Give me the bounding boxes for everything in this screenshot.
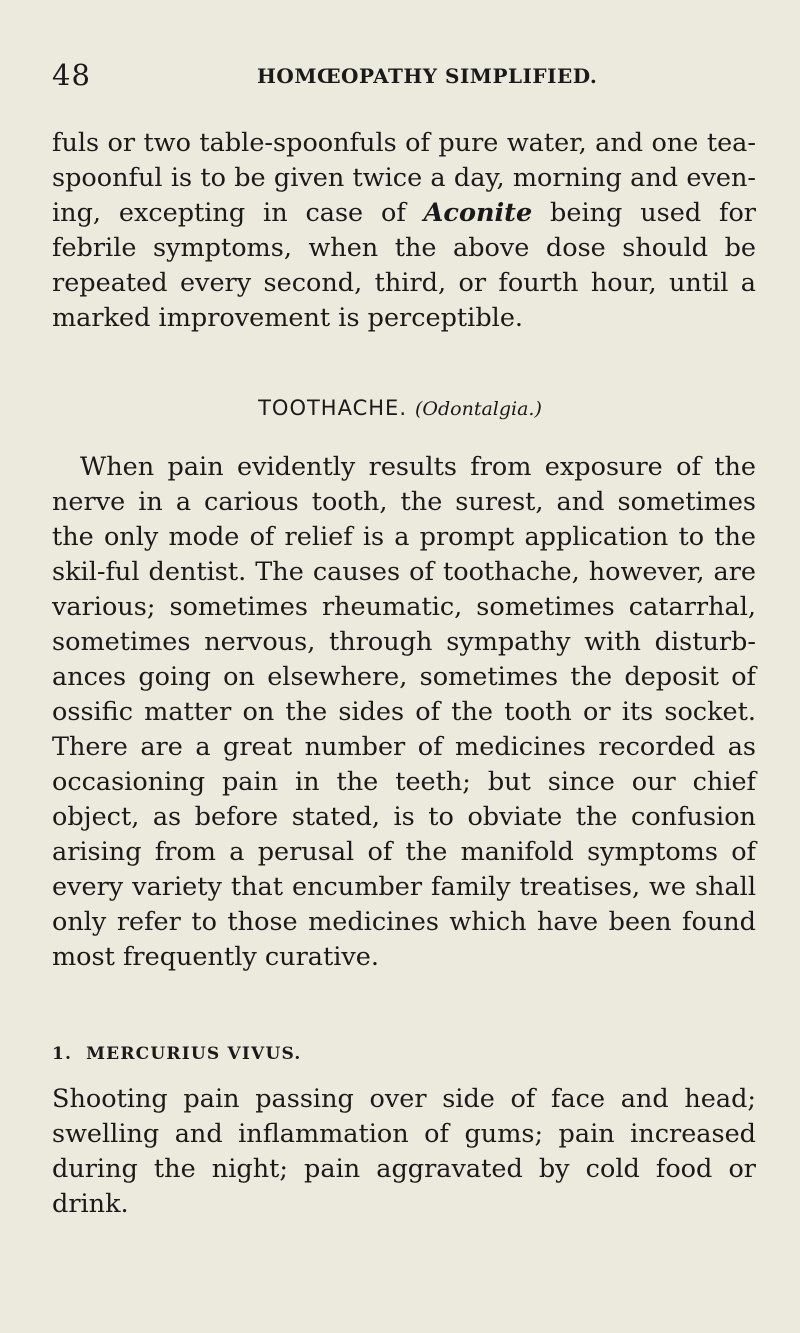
paragraph-dosage — [52, 126, 756, 336]
paragraph-dosage-text-start: fuls or two table-spoonfuls of pure water, and one tea-spoonful is to be given twice a day, morning and even-ing, excepting in case of — [52, 128, 756, 228]
section-title: TOOTHACHE. — [258, 396, 407, 420]
remedy-number: 1. — [52, 1044, 73, 1064]
running-title: HOMŒOPATHY SIMPLIFIED. — [257, 64, 598, 88]
remedy-title: MERCURIUS VIVUS. — [86, 1044, 302, 1064]
page-header — [52, 58, 752, 92]
remedy-name-aconite: Aconite — [423, 198, 533, 228]
page-number: 48 — [52, 58, 91, 92]
section-latin-name: (Odontalgia.) — [415, 398, 542, 420]
remedy-description: Shooting pain passing over side of face and head; swelling and inflammation of gums; pain increased during the night; pain aggravated by cold food or drink. — [52, 1084, 756, 1219]
paragraph-toothache-causes: When pain evidently results from exposure of the nerve in a carious tooth, the surest, and sometimes the only mode of relief is a prompt application to the skil-ful dentist. The causes of toothache, however, are various; sometimes rheumatic, sometimes catarrhal, sometimes nervous, through sympathy with disturb-ances going on elsewhere, sometimes the deposit of ossific matter on the sides of the tooth or its socket. There are a great number of medicines recorded as occasioning pain in the teeth; but since our chief object, as before stated, is to obviate the confusion arising from a perusal of the manifold symptoms of every variety that encumber family treatises, we shall only refer to those medicines which have been found most frequently curative. — [52, 452, 756, 972]
section-heading-toothache — [0, 396, 800, 420]
paragraph-dosage-text-end: being used for febrile symptoms, when the above dose should be repeated every second, third, or fourth hour, until a marked improvement is perceptible. — [52, 198, 756, 333]
remedy-heading-mercurius — [52, 1044, 301, 1064]
